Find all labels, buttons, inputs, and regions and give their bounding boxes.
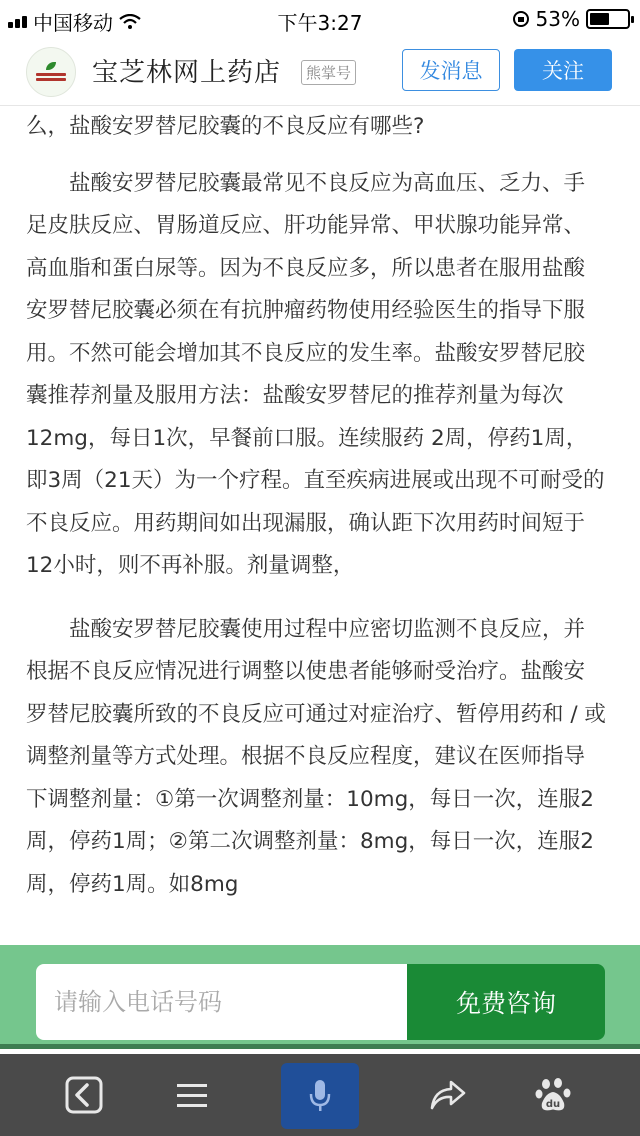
menu-button[interactable] [160,1054,224,1136]
account-badge: 熊掌号 [301,60,356,85]
menu-icon [175,1081,209,1109]
logo-leaf-icon [46,62,56,70]
article-paragraph: 盐酸安罗替尼胶囊使用过程中应密切监测不良反应，并根据不良反应情况进行调整以使患者能够耐受治疗。盐酸安罗替尼胶囊所致的不良反应可通过对症治疗、暂停用药和 / 或调整剂量等方式处理。根据不良反应程度，建议在医师指导下调整剂量：①第一次调整剂量：10mg，每日一次，连服2周，停药1周；②第二次调整剂量：8mg，每日一次，连服2周，停药1周。如8mg [26,616,606,897]
battery-icon [586,9,630,29]
follow-button[interactable]: 关注 [514,49,612,91]
microphone-icon [307,1078,333,1114]
free-consult-button[interactable]: 免费咨询 [407,964,605,1040]
carrier-label: 中国移动 [33,11,113,35]
logo-stripe [36,78,66,81]
battery-fill [590,13,609,25]
account-header [0,38,640,106]
logo-stripe [36,73,66,76]
share-button[interactable] [416,1054,480,1136]
back-icon [64,1075,104,1115]
browser-toolbar [0,1054,640,1136]
rotation-lock-icon [512,10,530,28]
send-message-button[interactable]: 发消息 [402,49,500,91]
article-body [26,106,606,946]
account-name[interactable]: 宝芝林网上药店 [92,58,282,88]
battery-percent: 53% [535,7,580,31]
article-paragraph: 盐酸安罗替尼胶囊最常见不良反应为高血压、乏力、手足皮肤反应、胃肠道反应、肝功能异常、甲状腺功能异常、高血脂和蛋白尿等。因为不良反应多，所以患者在服用盐酸安罗替尼胶囊必须在有抗肿瘤药物使用经验医生的指导下服用。不然可能会增加其不良反应的发生率。盐酸安罗替尼胶囊推荐剂量及服用方法：盐酸安罗替尼的推荐剂量为每次12mg，每日1次，早餐前口服。连续服药 2周，停药1周，即3周（21天）为一个疗程。直至疾病进展或出现不可耐受的不良反应。用药期间如出现漏服，确认距下次用药时间短于12小时，则不再补服。剂量调整， [26,170,605,578]
consult-bar [0,945,640,1049]
clock: 下午3:27 [277,11,363,35]
article-lead-line: 么，盐酸安罗替尼胶囊的不良反应有哪些? [26,114,425,139]
baidu-du-mark: du [545,1099,561,1110]
account-logo[interactable] [26,47,76,97]
status-bar [0,0,640,38]
phone-input[interactable] [36,964,408,1040]
voice-search-button[interactable] [281,1063,359,1129]
status-right [512,7,630,31]
back-button[interactable] [52,1054,116,1136]
share-icon [429,1079,467,1111]
baidu-home-button[interactable] [522,1054,586,1136]
baidu-paw-icon [534,1075,574,1115]
